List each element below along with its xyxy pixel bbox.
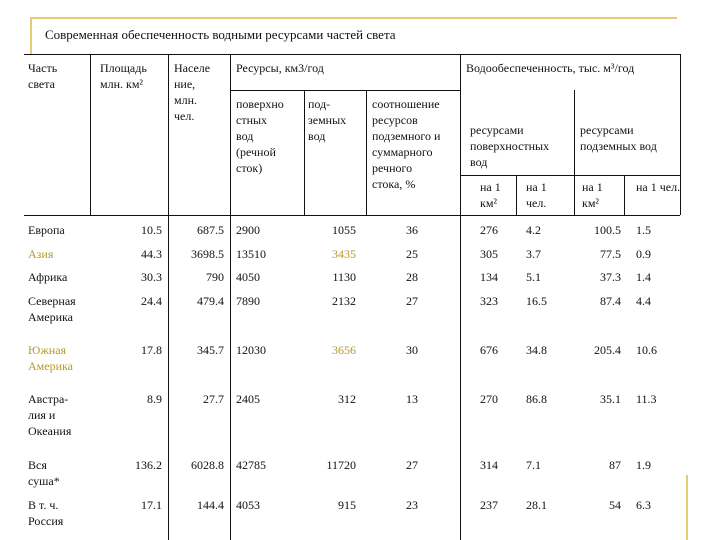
cell-underground-per-person: 11.3 [636,392,657,406]
table-top-border [24,54,680,55]
header-per-person-underground: на 1 чел. [636,180,681,194]
header-population: чел. [174,109,195,123]
cell-underground-per-km: 205.4 [594,343,621,357]
cell-underground-per-km: 87 [609,458,621,472]
header-surface: вод [236,129,254,143]
cell-population: 27.7 [203,392,224,406]
header-supply-surface: ресурсами [470,123,524,137]
cell-ratio: 28 [406,270,418,284]
cell-underground-per-person: 4.4 [636,294,651,308]
cell-underground-per-km: 87.4 [600,294,621,308]
header-subcolumn-border [624,175,625,215]
cell-underground: 3656 [332,343,356,357]
cell-ratio: 13 [406,392,418,406]
header-underground: под- [308,97,331,111]
cell-surface: 2900 [236,223,260,237]
cell-underground: 1130 [332,270,356,284]
header-surface: сток) [236,161,263,175]
cell-area: 17.1 [141,498,162,512]
header-subcolumn-border [366,90,367,215]
header-population: ние, [174,77,196,91]
row-name: Вся [28,458,47,472]
cell-population: 3698.5 [191,247,224,261]
row-name: Северная [28,294,76,308]
cell-surface: 2405 [236,392,260,406]
cell-ratio: 27 [406,294,418,308]
header-surface: стных [236,113,268,127]
cell-surface-per-person: 86.8 [526,392,547,406]
row-name: Америка [28,310,73,324]
header-per-person-surface: чел. [526,196,547,210]
header-column-border [90,54,91,215]
header-per-km-surface: км² [480,196,498,210]
row-name: Азия [28,247,54,261]
header-supply: Водообеспеченность, тыс. м³/год [466,61,635,75]
header-underground: вод [308,129,326,143]
header-column-border [168,54,169,215]
cell-area: 10.5 [141,223,162,237]
cell-underground: 3435 [332,247,356,261]
cell-area: 17.8 [141,343,162,357]
cell-underground-per-person: 10.6 [636,343,657,357]
row-name: В т. ч. [28,498,59,512]
cell-ratio: 23 [406,498,418,512]
header-area: Площадь [100,61,147,75]
cell-surface: 12030 [236,343,266,357]
row-name: Южная [28,343,67,357]
supply-sub-border [460,175,680,176]
cell-area: 24.4 [141,294,162,308]
cell-underground: 915 [338,498,356,512]
row-name: Европа [28,223,65,237]
header-per-km-underground: на 1 [582,180,603,194]
header-supply-underground: подземных вод [580,139,657,153]
cell-underground-per-km: 54 [609,498,621,512]
cell-area: 44.3 [141,247,162,261]
row-name: лия и [28,408,56,422]
cell-underground-per-person: 1.9 [636,458,651,472]
header-column-border [460,54,461,215]
cell-underground-per-km: 37.3 [600,270,621,284]
cell-surface-per-person: 34.8 [526,343,547,357]
cell-ratio: 27 [406,458,418,472]
cell-underground-per-km: 100.5 [594,223,621,237]
cell-underground: 11720 [326,458,356,472]
cell-underground-per-person: 0.9 [636,247,651,261]
header-column-border [230,54,231,215]
cell-surface-per-km: 676 [480,343,498,357]
header-area: млн. км² [100,77,144,91]
header-ratio: соотношение [372,97,440,111]
cell-surface-per-person: 3.7 [526,247,541,261]
header-column-border [680,54,681,215]
cell-underground-per-person: 6.3 [636,498,651,512]
header-ratio: речного [372,161,413,175]
cell-surface-per-km: 270 [480,392,498,406]
cell-surface: 4050 [236,270,260,284]
cell-population: 479.4 [197,294,224,308]
cell-surface-per-km: 305 [480,247,498,261]
cell-surface-per-person: 16.5 [526,294,547,308]
header-population: млн. [174,93,198,107]
row-name: Австра- [28,392,69,406]
row-name: суша* [28,474,60,488]
header-ratio: стока, % [372,177,416,191]
header-subcolumn-border [516,175,517,215]
row-name: Африка [28,270,68,284]
header-per-km-underground: км² [582,196,600,210]
body-column-border [168,215,169,540]
cell-ratio: 25 [406,247,418,261]
page-title: Современная обеспеченность водными ресурсами частей света [45,27,396,42]
header-bottom-border [24,215,680,216]
cell-surface-per-person: 28.1 [526,498,547,512]
cell-underground: 312 [338,392,356,406]
header-surface: (речной [236,145,276,159]
cell-population: 687.5 [197,223,224,237]
body-column-border [460,215,461,540]
cell-surface-per-km: 276 [480,223,498,237]
cell-surface-per-km: 323 [480,294,498,308]
header-part: Часть [28,61,58,75]
cell-population: 144.4 [197,498,224,512]
cell-area: 136.2 [135,458,162,472]
cell-population: 345.7 [197,343,224,357]
cell-surface-per-person: 7.1 [526,458,541,472]
decorative-left-line [30,17,32,55]
cell-underground: 2132 [332,294,356,308]
decorative-right-line [686,475,688,540]
cell-ratio: 30 [406,343,418,357]
cell-population: 6028.8 [191,458,224,472]
cell-area: 30.3 [141,270,162,284]
cell-surface-per-km: 134 [480,270,498,284]
header-underground: земных [308,113,347,127]
row-name: Америка [28,359,73,373]
header-supply-underground: ресурсами [580,123,634,137]
cell-surface: 42785 [236,458,266,472]
header-ratio: ресурсов [372,113,418,127]
cell-surface: 4053 [236,498,260,512]
cell-population: 790 [206,270,224,284]
resources-sub-border [230,90,460,91]
cell-surface: 13510 [236,247,266,261]
header-resources: Ресурсы, км3/год [236,61,324,75]
cell-surface-per-km: 237 [480,498,498,512]
cell-surface-per-person: 5.1 [526,270,541,284]
row-name: Океания [28,424,72,438]
header-supply-surface: поверхностных [470,139,550,153]
header-per-km-surface: на 1 [480,180,501,194]
header-part: света [28,77,55,91]
header-ratio: суммарного [372,145,433,159]
cell-surface: 7890 [236,294,260,308]
header-supply-surface: вод [470,155,488,169]
cell-surface-per-km: 314 [480,458,498,472]
row-name: Россия [28,514,64,528]
header-surface: поверхно [236,97,284,111]
body-column-border [230,215,231,540]
cell-underground-per-person: 1.5 [636,223,651,237]
cell-area: 8.9 [147,392,162,406]
cell-surface-per-person: 4.2 [526,223,541,237]
cell-underground-per-person: 1.4 [636,270,651,284]
cell-underground-per-km: 35.1 [600,392,621,406]
header-ratio: подземного и [372,129,441,143]
header-subcolumn-border [304,90,305,215]
cell-underground: 1055 [332,223,356,237]
header-population: Населе [174,61,211,75]
header-per-person-surface: на 1 [526,180,547,194]
cell-underground-per-km: 77.5 [600,247,621,261]
decorative-top-line [30,17,677,19]
cell-ratio: 36 [406,223,418,237]
header-subcolumn-border [574,90,575,215]
